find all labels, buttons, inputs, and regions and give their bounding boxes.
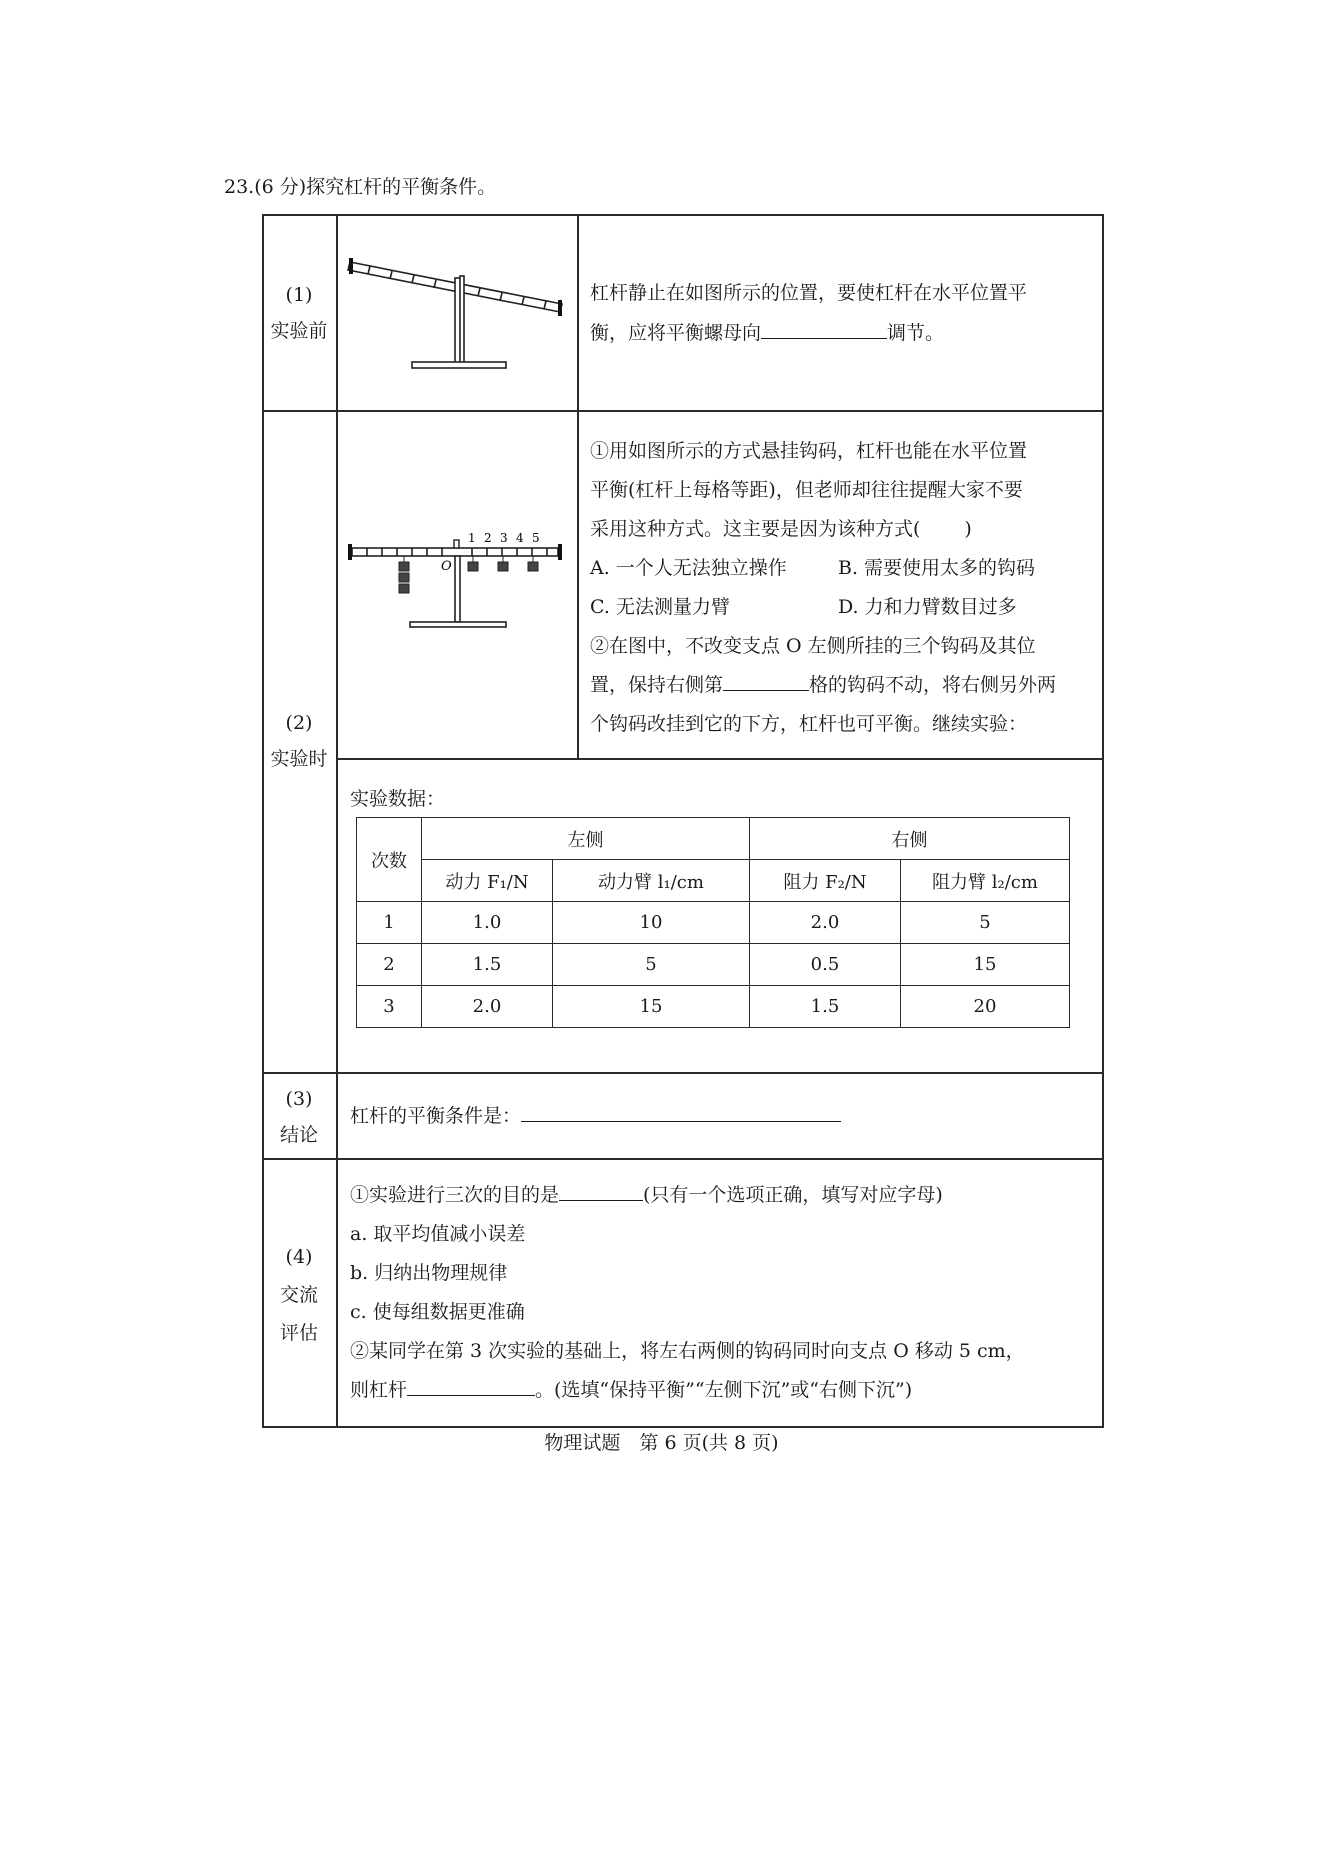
page-footer: 物理试题 第 6 页(共 8 页) xyxy=(544,1432,779,1454)
pointer xyxy=(454,540,459,548)
header-right-side: 右侧 xyxy=(750,818,1070,860)
cell-l1: 5 xyxy=(553,944,750,986)
lever-state-answer-blank[interactable] xyxy=(407,1375,535,1396)
right-hooked-weights xyxy=(468,556,538,571)
row3-number: (3) xyxy=(285,1088,313,1110)
cell-n: 3 xyxy=(357,986,422,1028)
left-hooked-weights xyxy=(399,556,409,593)
cell-f1: 1.5 xyxy=(422,944,553,986)
row4-label-b: 评估 xyxy=(279,1322,318,1344)
question-title: 23.(6 分)探究杠杆的平衡条件。 xyxy=(224,176,497,198)
row2-para1-line3-post: ) xyxy=(964,518,972,540)
cell-l1: 15 xyxy=(553,986,750,1028)
row2-para2-line1: ②在图中，不改变支点 O 左侧所挂的三个钩码及其位 xyxy=(590,635,1036,657)
cell-f1: 2.0 xyxy=(422,986,553,1028)
tick-label-3: 3 xyxy=(500,531,508,545)
header-trial-count: 次数 xyxy=(357,818,422,902)
tick-label-4: 4 xyxy=(516,531,524,545)
balanced-lever-bar xyxy=(352,548,558,556)
row2-para2-line2-post: 格的钩码不动，将右侧另外两 xyxy=(809,674,1057,696)
cell-f2: 1.5 xyxy=(750,986,901,1028)
left-balance-nut xyxy=(349,258,353,274)
row4-option-a: a. 取平均值减小误差 xyxy=(350,1223,526,1245)
header-l2: 阻力臂 l₂/cm xyxy=(901,860,1070,902)
grid-position-answer-blank[interactable] xyxy=(723,670,809,691)
table-border-top xyxy=(262,214,1104,216)
figure-column-divider xyxy=(577,214,579,760)
row2-para1-line3 xyxy=(590,510,972,548)
row2-para1-line3-pre: 采用这种方式。这主要是因为该种方式( xyxy=(590,518,921,540)
purpose-answer-blank[interactable] xyxy=(559,1180,643,1201)
row3-label: 结论 xyxy=(279,1124,318,1146)
option-d: D. 力和力臂数目过多 xyxy=(838,596,1017,618)
row4-line5: ②某同学在第 3 次实验的基础上，将左右两侧的钩码同时向支点 O 移动 5 cm， xyxy=(350,1340,1025,1362)
row3-text-pre: 杠杆的平衡条件是： xyxy=(350,1105,522,1127)
header-l1: 动力臂 l₁/cm xyxy=(553,860,750,902)
row2-number: (2) xyxy=(285,712,313,734)
tick-label-2: 2 xyxy=(484,531,492,545)
row2-para1-line2: 平衡(杠杆上每格等距)，但老师却往往提醒大家不要 xyxy=(590,479,1023,501)
option-b: B. 需要使用太多的钩码 xyxy=(838,557,1036,579)
tick-label-5: 5 xyxy=(532,531,540,545)
right-balance-nut xyxy=(558,300,562,316)
row4-option-b: b. 归纳出物理规律 xyxy=(350,1262,508,1284)
table-header-row-1 xyxy=(357,818,1070,860)
row-divider-3 xyxy=(262,1072,1104,1074)
header-left-side: 左侧 xyxy=(422,818,750,860)
row4-line6-post: 。(选填“保持平衡”“左侧下沉”或“右侧下沉”) xyxy=(535,1379,913,1401)
right-nut-2 xyxy=(558,544,562,560)
balance-condition-answer-blank[interactable] xyxy=(521,1101,841,1122)
header-f1: 动力 F₁/N xyxy=(422,860,553,902)
table-row xyxy=(357,944,1070,986)
experiment-data-table xyxy=(356,817,1070,1028)
row1-number: (1) xyxy=(285,284,313,306)
tick-labels xyxy=(468,531,540,545)
row1-text-pre: 衡，应将平衡螺母向 xyxy=(590,322,762,344)
cell-l2: 15 xyxy=(901,944,1070,986)
row4-option-c: c. 使每组数据更准确 xyxy=(350,1301,525,1323)
cell-l2: 5 xyxy=(901,902,1070,944)
row4-number: (4) xyxy=(285,1246,313,1268)
left-nut-2 xyxy=(348,544,352,560)
label-column-divider xyxy=(336,214,338,1428)
row2-para2-line2-pre: 置，保持右侧第 xyxy=(590,674,724,696)
row1-label: 实验前 xyxy=(270,320,328,342)
cell-n: 2 xyxy=(357,944,422,986)
row2-para2-line2 xyxy=(590,666,1056,704)
header-f2: 阻力 F₂/N xyxy=(750,860,901,902)
row2-label: 实验时 xyxy=(270,748,328,770)
direction-answer-blank[interactable] xyxy=(761,318,887,339)
option-a: A. 一个人无法独立操作 xyxy=(590,557,787,579)
row4-line1 xyxy=(350,1176,943,1214)
row-divider-4 xyxy=(262,1158,1104,1160)
row1-text-line1: 杠杆静止在如图所示的位置，要使杠杆在水平位置平 xyxy=(590,282,1028,304)
row-divider-2a xyxy=(336,758,1104,760)
lever-tilted-figure xyxy=(340,240,572,380)
row-divider-1 xyxy=(262,410,1104,412)
row4-label-a: 交流 xyxy=(279,1284,318,1306)
table-row xyxy=(357,902,1070,944)
table-header-row-2 xyxy=(357,860,1070,902)
data-label: 实验数据： xyxy=(350,788,446,810)
row4-line6 xyxy=(350,1371,912,1409)
tick-label-1: 1 xyxy=(468,531,476,545)
row1-text-post: 调节。 xyxy=(887,322,945,344)
row4-line1-post: (只有一个选项正确，填写对应字母) xyxy=(643,1184,943,1206)
row3-text xyxy=(350,1097,841,1135)
lever-stand-2 xyxy=(410,556,506,627)
lever-balanced-figure xyxy=(340,526,572,638)
cell-n: 1 xyxy=(357,902,422,944)
row1-text-line2 xyxy=(590,314,944,352)
pivot-label: O xyxy=(441,559,452,574)
table-row xyxy=(357,986,1070,1028)
row2-para1-line1: ①用如图所示的方式悬挂钩码，杠杆也能在水平位置 xyxy=(590,440,1028,462)
cell-f2: 0.5 xyxy=(750,944,901,986)
cell-f1: 1.0 xyxy=(422,902,553,944)
row2-para2-line3: 个钩码改挂到它的下方，杠杆也可平衡。继续实验： xyxy=(590,713,1028,735)
cell-l2: 20 xyxy=(901,986,1070,1028)
cell-f2: 2.0 xyxy=(750,902,901,944)
cell-l1: 10 xyxy=(553,902,750,944)
option-c: C. 无法测量力臂 xyxy=(590,596,730,618)
row4-line6-pre: 则杠杆 xyxy=(350,1379,408,1401)
row4-line1-pre: ①实验进行三次的目的是 xyxy=(350,1184,560,1206)
table-border-right xyxy=(1102,214,1104,1428)
